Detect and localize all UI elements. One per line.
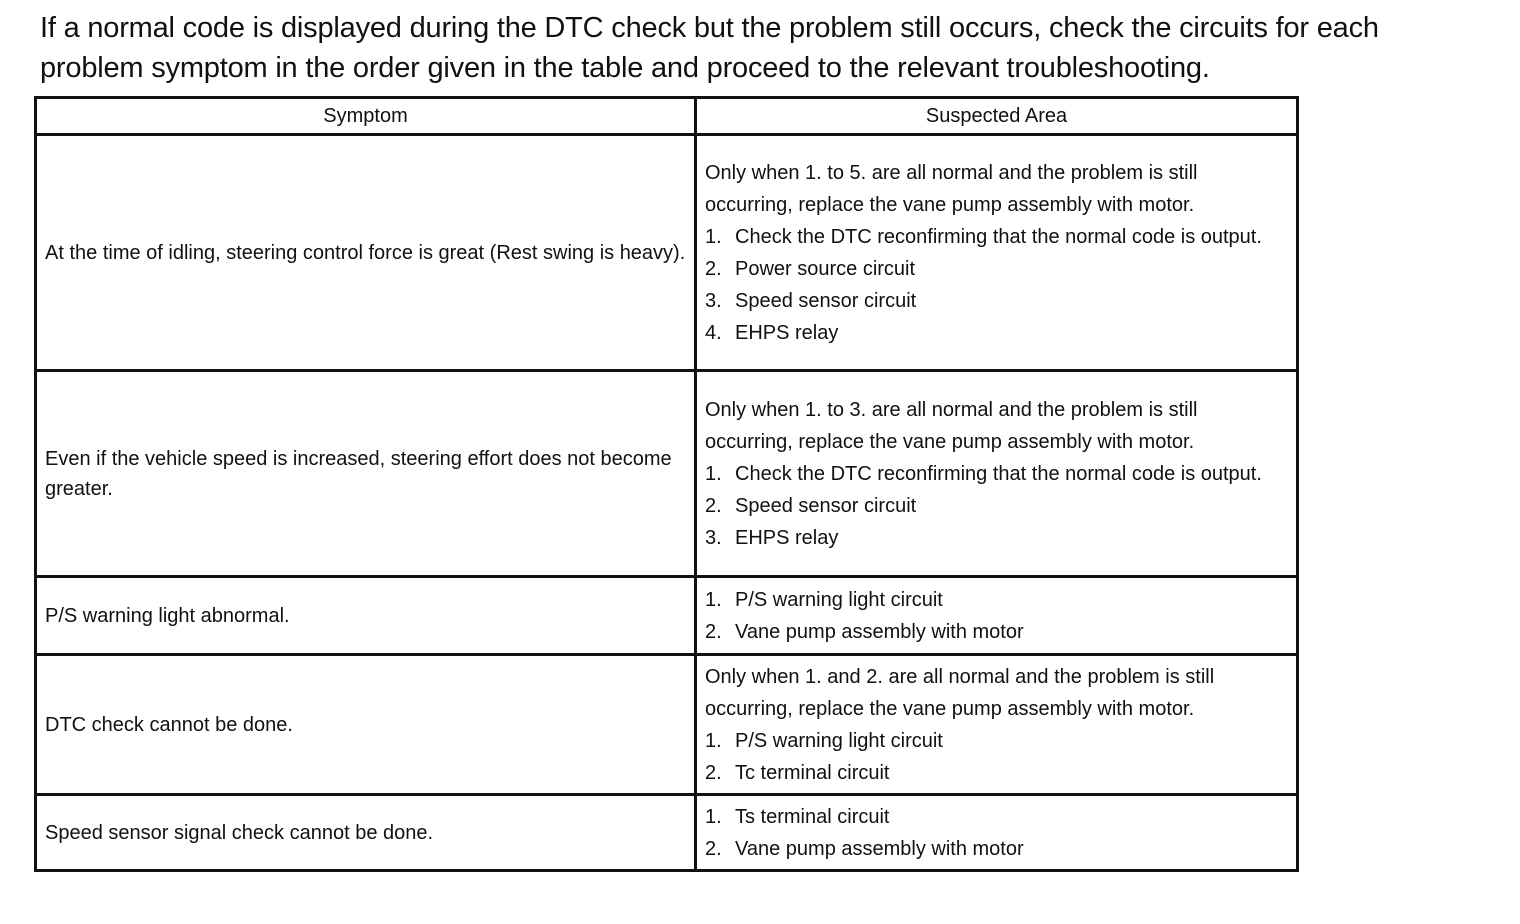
suspected-area-cell bbox=[696, 795, 1298, 871]
symptom-column-header: Symptom bbox=[36, 98, 696, 135]
area-list bbox=[705, 584, 1288, 648]
table-row bbox=[36, 795, 1298, 871]
suspected-area-cell bbox=[696, 655, 1298, 795]
table-row bbox=[36, 371, 1298, 577]
table-row bbox=[36, 655, 1298, 795]
list-item: 2. Power source circuit bbox=[705, 257, 916, 280]
symptom-cell bbox=[36, 371, 696, 577]
suspected-area-column-header: Suspected Area bbox=[696, 98, 1298, 135]
intro-line-1: If a normal code is displayed during the DTC check but the problem still occurs, check the circuits for each bbox=[40, 12, 1379, 44]
symptom-text: DTC check cannot be done. bbox=[45, 713, 293, 736]
area-list bbox=[705, 801, 1288, 865]
symptom-text: Even if the vehicle speed is increased, steering effort does not become greater. bbox=[45, 447, 672, 500]
list-item: 3. EHPS relay bbox=[705, 526, 839, 549]
table-header-row bbox=[36, 98, 1298, 135]
list-item: 3. Speed sensor circuit bbox=[705, 289, 917, 312]
list-item: 2. Speed sensor circuit bbox=[705, 494, 917, 517]
list-item: 2. Tc terminal circuit bbox=[705, 761, 890, 784]
symptom-cell bbox=[36, 795, 696, 871]
symptom-cell bbox=[36, 577, 696, 655]
symptom-cell bbox=[36, 135, 696, 371]
table-row bbox=[36, 577, 1298, 655]
table-row bbox=[36, 135, 1298, 371]
intro-paragraph bbox=[40, 8, 1490, 88]
list-item: 1. Ts terminal circuit bbox=[705, 805, 890, 828]
area-list bbox=[705, 221, 1288, 349]
list-item: 1. Check the DTC reconfirming that the normal code is output. bbox=[705, 225, 1262, 248]
list-item: 2. Vane pump assembly with motor bbox=[705, 620, 1024, 643]
list-item: 2. Vane pump assembly with motor bbox=[705, 837, 1024, 860]
suspected-area-cell bbox=[696, 135, 1298, 371]
list-item: 4. EHPS relay bbox=[705, 321, 839, 344]
symptom-cell bbox=[36, 655, 696, 795]
symptom-text: At the time of idling, steering control force is great (Rest swing is heavy). bbox=[45, 241, 686, 264]
suspected-area-cell bbox=[696, 577, 1298, 655]
list-item: 1. P/S warning light circuit bbox=[705, 588, 943, 611]
intro-line-2: problem symptom in the order given in the table and proceed to the relevant troubleshooting. bbox=[40, 52, 1210, 84]
area-note: Only when 1. and 2. are all normal and the problem is still occurring, replace the vane pump assembly with motor. bbox=[705, 665, 1215, 720]
list-item: 1. Check the DTC reconfirming that the normal code is output. bbox=[705, 462, 1262, 485]
area-note: Only when 1. to 3. are all normal and the problem is still occurring, replace the vane pump assembly with motor. bbox=[705, 398, 1198, 453]
symptom-table bbox=[34, 96, 1299, 872]
symptom-text: Speed sensor signal check cannot be done. bbox=[45, 821, 434, 844]
list-item: 1. P/S warning light circuit bbox=[705, 729, 943, 752]
area-list bbox=[705, 725, 1288, 789]
symptom-text: P/S warning light abnormal. bbox=[45, 604, 290, 627]
area-note: Only when 1. to 5. are all normal and the problem is still occurring, replace the vane pump assembly with motor. bbox=[705, 161, 1198, 216]
area-list bbox=[705, 458, 1288, 554]
suspected-area-cell bbox=[696, 371, 1298, 577]
